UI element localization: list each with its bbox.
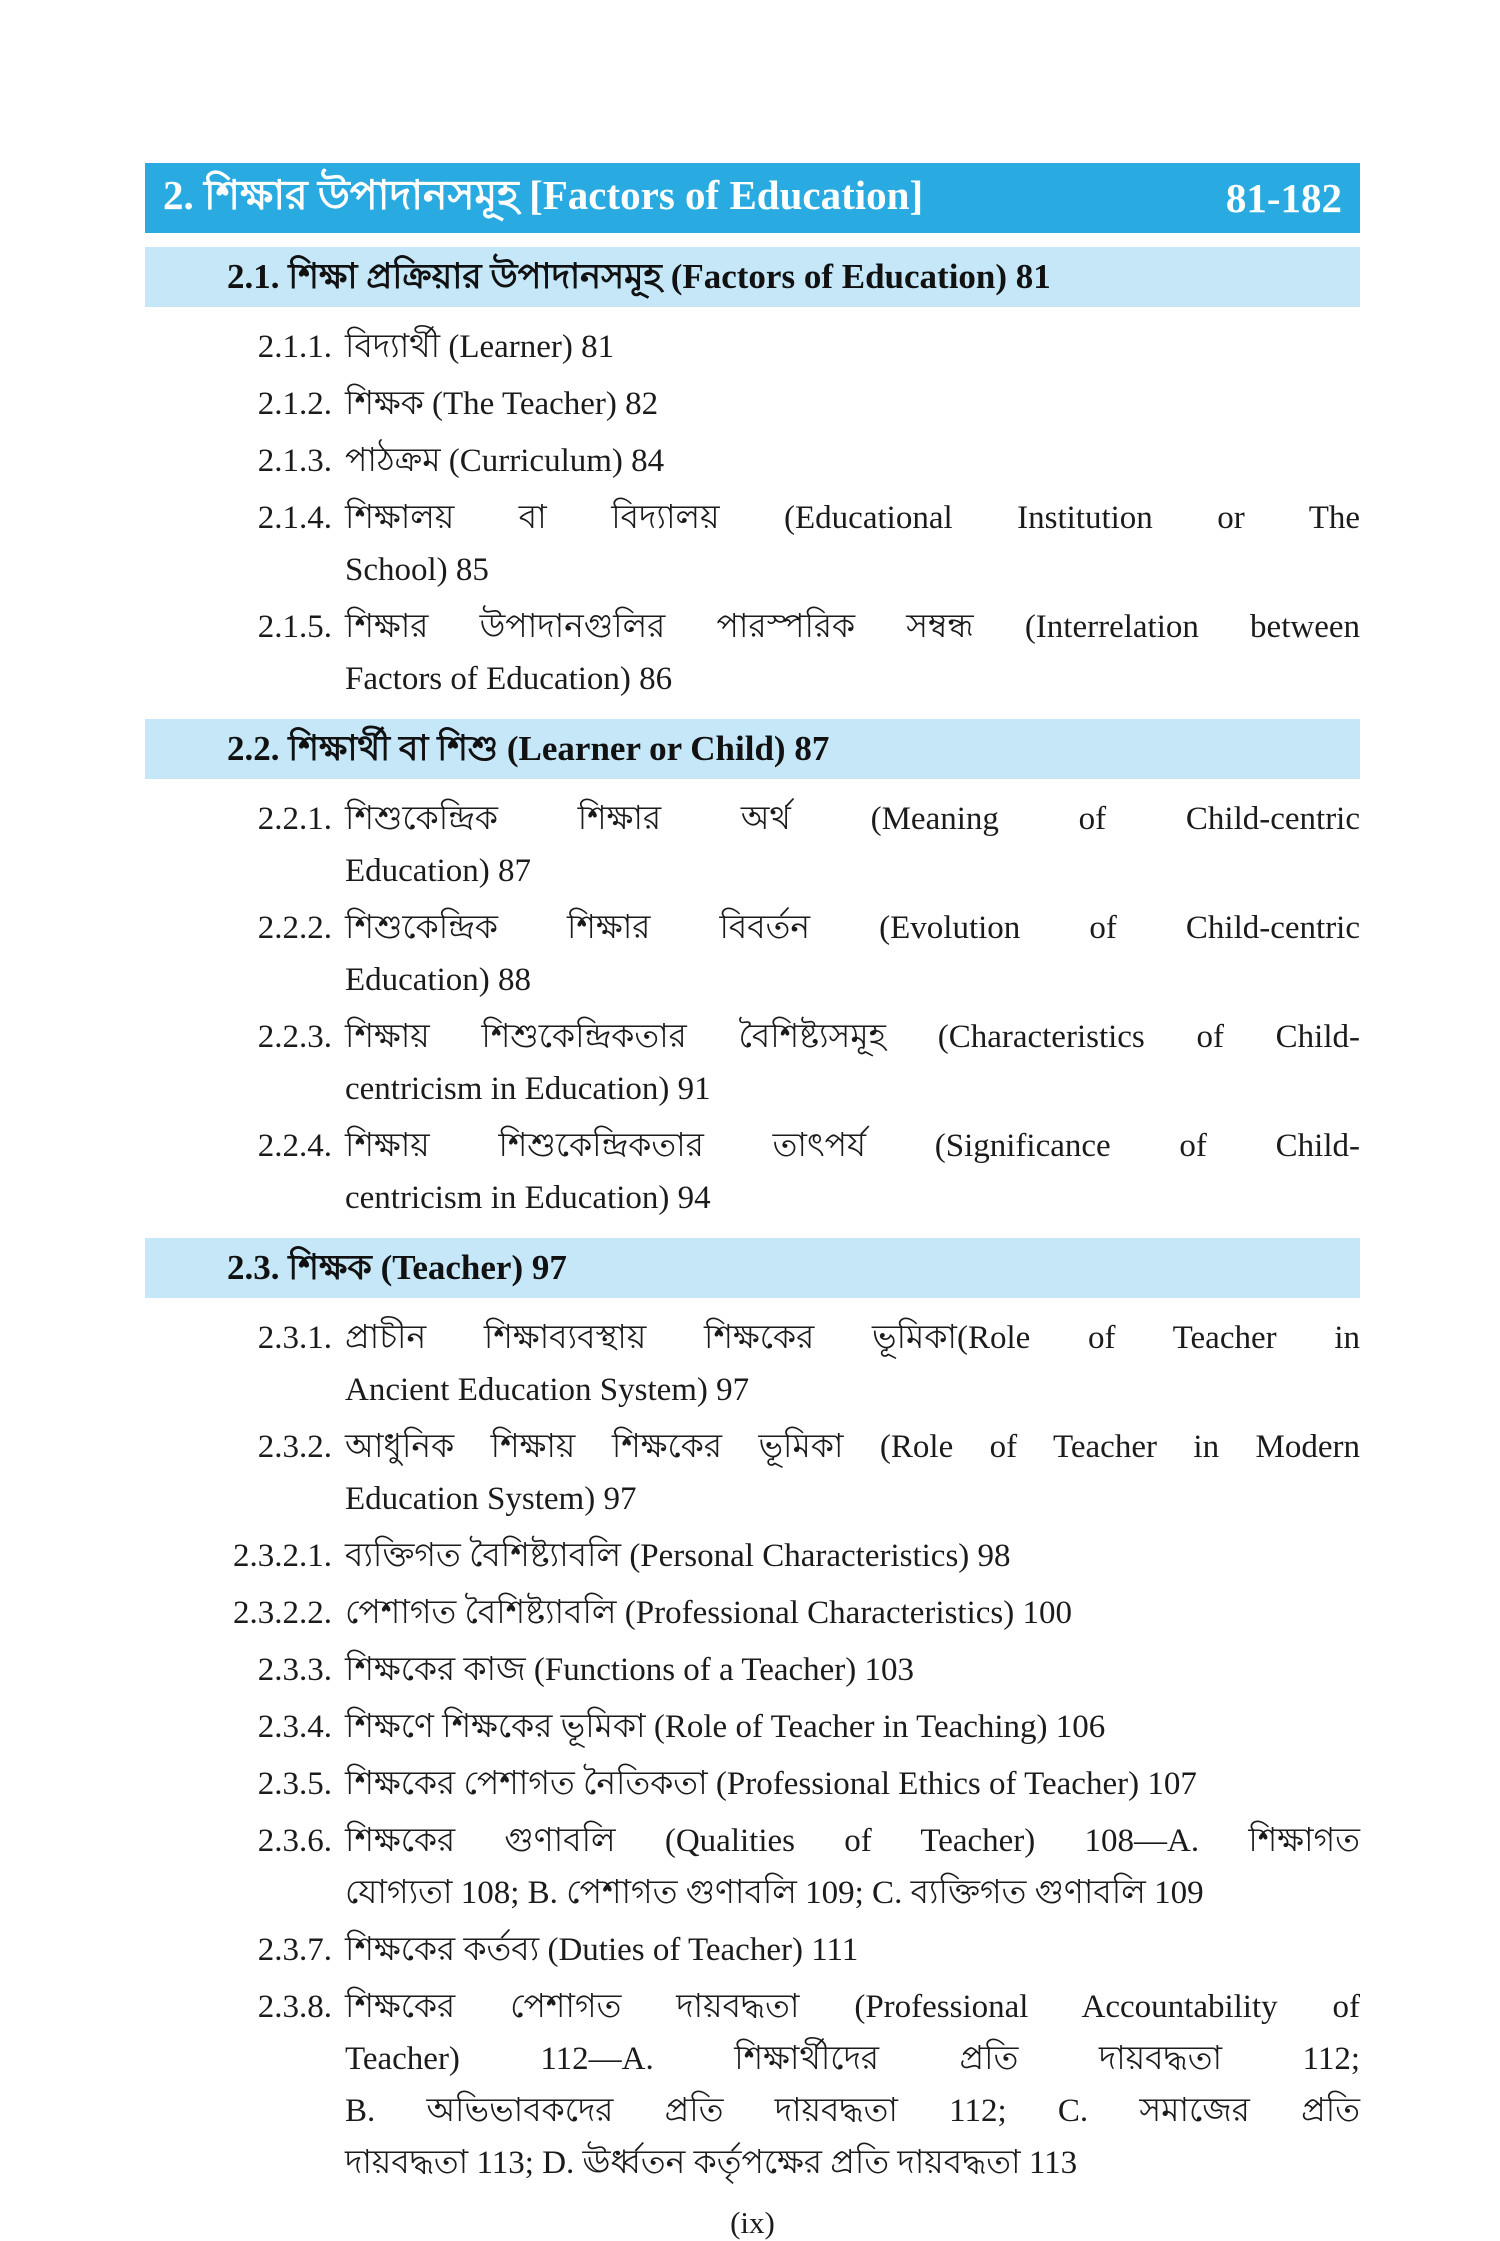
toc-entry — [145, 1924, 1360, 1976]
entry-line: B. অভিভাবকদের প্রতি দায়বদ্ধতা 112; C. সমাজের প্রতি — [345, 2093, 1360, 2129]
entry-text — [345, 378, 1360, 430]
entry-line: শিক্ষালয় বা বিদ্যালয় (Educational Institution or The — [345, 500, 1360, 536]
entry-text — [345, 1312, 1360, 1416]
entry-number: 2.3.4. — [257, 1709, 332, 1745]
toc-entry — [145, 1120, 1360, 1224]
entry-line: প্রাচীন শিক্ষাব্যবস্থায় শিক্ষকের ভূমিকা(Role of Teacher in — [345, 1320, 1360, 1356]
entry-line: দায়বদ্ধতা 113; D. ঊর্ধ্বতন কর্তৃপক্ষের প্রতি দায়বদ্ধতা 113 — [345, 2145, 1078, 2181]
entry-line: Teacher) 112—A. শিক্ষার্থীদের প্রতি দায়বদ্ধতা 112; — [345, 2041, 1360, 2077]
entry-line: Ancient Education System) 97 — [345, 1372, 750, 1408]
entry-number: 2.3.6. — [257, 1823, 332, 1859]
entry-text — [345, 1701, 1360, 1753]
entry-text — [345, 435, 1360, 487]
toc-entry — [145, 1758, 1360, 1810]
toc-entry — [145, 1701, 1360, 1753]
section-entries-2-3 — [145, 1298, 1360, 2189]
entry-text — [345, 1981, 1360, 2189]
toc-entry — [145, 1421, 1360, 1525]
entry-line: শিক্ষকের কাজ (Functions of a Teacher) 103 — [345, 1652, 915, 1688]
section-header-2-3: 2.3. শিক্ষক (Teacher) 97 — [145, 1238, 1360, 1298]
entry-number: 2.2.4. — [257, 1128, 332, 1164]
entry-text — [345, 1011, 1360, 1115]
entry-line: শিক্ষকের পেশাগত নৈতিকতা (Professional Ethics of Teacher) 107 — [345, 1766, 1197, 1802]
toc-entry — [145, 902, 1360, 1006]
entry-number: 2.3.5. — [257, 1766, 332, 1802]
entry-text — [345, 601, 1360, 705]
entry-text — [345, 1758, 1360, 1810]
toc-entry — [145, 321, 1360, 373]
entry-number: 2.3.1. — [257, 1320, 332, 1356]
entry-text — [345, 1120, 1360, 1224]
entry-text — [345, 1815, 1360, 1919]
toc-entry — [145, 1587, 1360, 1639]
entry-text — [345, 1530, 1360, 1582]
toc-entry — [145, 435, 1360, 487]
toc-entry — [145, 793, 1360, 897]
entry-number: 2.3.7. — [257, 1932, 332, 1968]
toc-entry — [145, 378, 1360, 430]
entry-line: শিক্ষণে শিক্ষকের ভূমিকা (Role of Teacher in Teaching) 106 — [345, 1709, 1106, 1745]
entry-number: 2.1.4. — [257, 500, 332, 536]
toc-entry — [145, 1011, 1360, 1115]
toc-entry — [145, 1815, 1360, 1919]
entry-number: 2.1.2. — [257, 386, 332, 422]
entry-number: 2.3.2.2. — [233, 1595, 332, 1631]
toc-entry — [145, 492, 1360, 596]
section-entries-2-2 — [145, 779, 1360, 1224]
chapter-title: 2. শিক্ষার উপাদানসমূহ [Factors of Education] — [163, 171, 924, 218]
entry-line: Factors of Education) 86 — [345, 661, 673, 697]
section-header-2-2: 2.2. শিক্ষার্থী বা শিশু (Learner or Child) 87 — [145, 719, 1360, 779]
entry-number: 2.3.2.1. — [233, 1538, 332, 1574]
entry-line: শিক্ষক (The Teacher) 82 — [345, 386, 659, 422]
entry-line: পাঠক্রম (Curriculum) 84 — [345, 443, 665, 479]
chapter-header-bar — [145, 163, 1360, 233]
section-entries-2-1 — [145, 307, 1360, 705]
entry-text — [345, 902, 1360, 1006]
toc-entry — [145, 1644, 1360, 1696]
toc-entry — [145, 1530, 1360, 1582]
entry-line: শিক্ষকের গুণাবলি (Qualities of Teacher) 108—A. শিক্ষাগত — [345, 1823, 1360, 1859]
toc-entry — [145, 601, 1360, 705]
entry-line: ব্যক্তিগত বৈশিষ্ট্যাবলি (Personal Characteristics) 98 — [345, 1538, 1011, 1574]
entry-number: 2.3.3. — [257, 1652, 332, 1688]
entry-text — [345, 321, 1360, 373]
entry-number: 2.3.8. — [257, 1989, 332, 2025]
entry-number: 2.2.1. — [257, 801, 332, 837]
toc-entry — [145, 1312, 1360, 1416]
entry-line: Education) 87 — [345, 853, 532, 889]
entry-number: 2.3.2. — [257, 1429, 332, 1465]
entry-text — [345, 1421, 1360, 1525]
section-header-2-1: 2.1. শিক্ষা প্রক্রিয়ার উপাদানসমূহ (Factors of Education) 81 — [145, 247, 1360, 307]
entry-line: শিশুকেন্দ্রিক শিক্ষার বিবর্তন (Evolution of Child-centric — [345, 910, 1360, 946]
entry-line: centricism in Education) 91 — [345, 1071, 711, 1107]
entry-line: আধুনিক শিক্ষায় শিক্ষকের ভূমিকা (Role of Teacher in Modern — [345, 1429, 1360, 1465]
entry-text — [345, 1587, 1360, 1639]
entry-line: শিক্ষায় শিশুকেন্দ্রিকতার তাৎপর্য (Significance of Child- — [345, 1128, 1360, 1164]
entry-text — [345, 492, 1360, 596]
entry-line: পেশাগত বৈশিষ্ট্যাবলি (Professional Characteristics) 100 — [345, 1595, 1072, 1631]
entry-line: Education System) 97 — [345, 1481, 637, 1517]
entry-text — [345, 793, 1360, 897]
entry-text — [345, 1924, 1360, 1976]
entry-line: শিক্ষায় শিশুকেন্দ্রিকতার বৈশিষ্ট্যসমূহ (Characteristics of Child- — [345, 1019, 1360, 1055]
entry-text — [345, 1644, 1360, 1696]
entry-number: 2.1.5. — [257, 609, 332, 645]
entry-line: centricism in Education) 94 — [345, 1180, 711, 1216]
entry-number: 2.2.3. — [257, 1019, 332, 1055]
page-number-footer: (ix) — [730, 2205, 775, 2240]
entry-number: 2.1.1. — [257, 329, 332, 365]
entry-line: শিক্ষকের পেশাগত দায়বদ্ধতা (Professional Accountability of — [345, 1989, 1360, 2025]
entry-line: শিক্ষার উপাদানগুলির পারস্পরিক সম্বন্ধ (Interrelation between — [345, 609, 1360, 645]
toc-entry — [145, 1981, 1360, 2189]
entry-line: শিক্ষকের কর্তব্য (Duties of Teacher) 111 — [345, 1932, 859, 1968]
entry-line: যোগ্যতা 108; B. পেশাগত গুণাবলি 109; C. ব্যক্তিগত গুণাবলি 109 — [345, 1875, 1204, 1911]
entry-line: School) 85 — [345, 552, 489, 588]
chapter-page-range: 81-182 — [1225, 175, 1342, 221]
entry-line: বিদ্যার্থী (Learner) 81 — [345, 329, 615, 365]
entry-number: 2.2.2. — [257, 910, 332, 946]
entry-number: 2.1.3. — [257, 443, 332, 479]
entry-line: Education) 88 — [345, 962, 532, 998]
entry-line: শিশুকেন্দ্রিক শিক্ষার অর্থ (Meaning of Child-centric — [345, 801, 1360, 837]
